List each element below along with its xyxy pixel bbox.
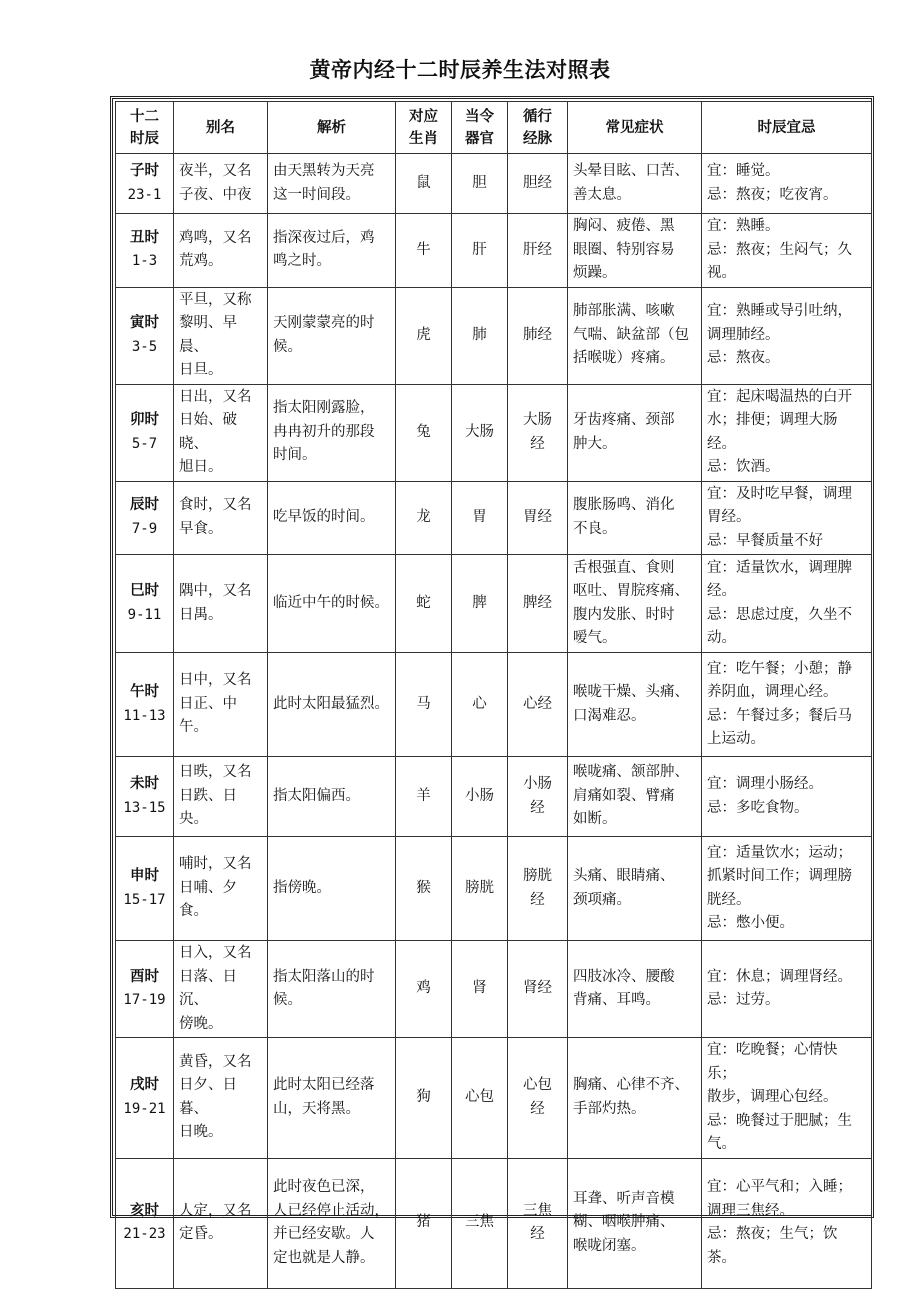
alias-cell [174, 837, 268, 941]
advice-cell [702, 837, 872, 941]
alias-cell-line: 黄昏，又名 [179, 1053, 252, 1070]
header-text: 时辰 [130, 130, 159, 147]
explanation-cell-line: 候。 [273, 992, 302, 1008]
advice-cell-line: 忌：早餐质量不好 [707, 532, 823, 549]
table-row [116, 287, 872, 384]
alias-cell-line: 鸡鸣，又名 [179, 229, 252, 246]
time-name: 辰时 [130, 497, 159, 514]
advice-cell-line: 忌：熬夜；吃夜宵。 [707, 186, 838, 203]
zodiac-cell: 蛇 [396, 555, 452, 653]
symptoms-cell-line: 腹内发胀、时时 [573, 606, 675, 623]
organ-cell: 膀胱 [452, 837, 508, 941]
table-row [116, 154, 872, 214]
advice-cell-line: 胃经。 [707, 509, 751, 525]
header-text: 循行 [523, 108, 552, 125]
header-explanation [268, 102, 396, 154]
meridian-cell-line: 胃经 [523, 509, 552, 525]
advice-cell-line: 水；排便；调理大肠经。 [707, 412, 838, 452]
time-name: 亥时 [130, 1202, 159, 1219]
table-row [116, 757, 872, 837]
meridian-cell-line: 小肠 [523, 776, 552, 792]
explanation-cell [268, 941, 396, 1038]
explanation-cell-line: 吃早饭的时间。 [273, 509, 375, 525]
zodiac-cell: 鸡 [396, 941, 452, 1038]
table-row [116, 941, 872, 1038]
time-name: 卯时 [130, 412, 159, 428]
header-text: 器官 [465, 130, 494, 147]
meridian-cell [508, 1038, 568, 1159]
symptoms-cell-line: 括喉咙）疼痛。 [573, 350, 675, 367]
header-alias [174, 102, 268, 154]
time-cell [116, 941, 174, 1038]
header-text: 生肖 [409, 130, 438, 147]
symptoms-cell-line: 气喘、缺盆部（包 [573, 326, 689, 343]
explanation-cell-line: 鸣之时。 [273, 253, 331, 270]
explanation-cell [268, 653, 396, 757]
alias-cell-line: 日中，又名 [179, 672, 252, 689]
organ-cell: 三焦 [452, 1158, 508, 1288]
symptoms-cell [568, 837, 702, 941]
symptoms-cell [568, 214, 702, 288]
explanation-cell-line: 天刚蒙蒙亮的时 [273, 315, 375, 331]
time-range: 7-9 [131, 520, 158, 537]
symptoms-cell [568, 287, 702, 384]
advice-cell-line: 宜：适量饮水；运动； [707, 844, 852, 861]
alias-cell [174, 757, 268, 837]
symptoms-cell-line: 背痛、耳鸣。 [573, 992, 660, 1008]
page-title: 黄帝内经十二时辰养生法对照表 [309, 58, 611, 82]
advice-cell [702, 1158, 872, 1288]
symptoms-cell-line: 四肢冰冷、腰酸 [573, 968, 675, 985]
alias-cell-line: 日旦。 [179, 362, 223, 378]
explanation-cell-line: 指太阳落山的时 [273, 968, 375, 985]
header-text: 当令 [465, 108, 494, 125]
advice-cell-line: 宜：起床喝温热的白开 [707, 388, 852, 405]
meridian-cell-line: 肾经 [523, 980, 552, 997]
advice-cell-line: 调理三焦经。 [707, 1202, 794, 1219]
symptoms-cell-line: 牙齿疼痛、颈部 [573, 412, 675, 428]
time-name: 丑时 [130, 229, 159, 246]
organ-cell: 肝 [452, 214, 508, 288]
meridian-cell-line: 脾经 [523, 594, 552, 611]
explanation-cell [268, 1158, 396, 1288]
symptoms-cell-line: 眼圈、特别容易 [573, 241, 675, 258]
alias-cell-line: 日跌、日央。 [179, 787, 237, 828]
alias-cell-line: 隅中，又名 [179, 583, 252, 599]
time-cell [116, 555, 174, 653]
explanation-cell-line: 并已经安歇。人 [273, 1226, 375, 1242]
alias-cell-line: 日入，又名 [179, 945, 252, 961]
time-range: 3-5 [131, 338, 158, 355]
explanation-cell [268, 837, 396, 941]
meridian-cell-line: 三焦 [523, 1202, 552, 1219]
explanation-cell [268, 757, 396, 837]
explanation-cell-line: 定也就是人静。 [273, 1249, 375, 1266]
explanation-cell-line: 此时太阳已经落 [273, 1077, 375, 1094]
symptoms-cell [568, 555, 702, 653]
header-text: 对应 [409, 108, 438, 125]
symptoms-cell-line: 喉咙痛、颔部肿、 [573, 764, 689, 781]
zodiac-cell: 龙 [396, 481, 452, 555]
alias-cell [174, 1038, 268, 1159]
time-cell [116, 287, 174, 384]
advice-cell-line: 气。 [707, 1136, 736, 1152]
time-range: 13-15 [123, 799, 166, 816]
symptoms-cell-line: 不良。 [573, 520, 617, 537]
advice-cell-line: 宜：休息；调理肾经。 [707, 968, 852, 985]
table-row [116, 837, 872, 941]
table-row [116, 384, 872, 481]
meridian-cell [508, 941, 568, 1038]
advice-cell-line: 忌：憋小便。 [707, 915, 794, 931]
header-text: 时辰宜忌 [757, 119, 816, 136]
organ-cell: 肺 [452, 287, 508, 384]
time-range: 5-7 [131, 435, 158, 452]
alias-cell [174, 154, 268, 214]
advice-cell-line: 宜：熟睡或导引吐纳， [707, 303, 852, 320]
time-range: 19-21 [123, 1100, 166, 1117]
time-range: 17-19 [123, 992, 166, 1008]
advice-cell-line: 宜：熟睡。 [707, 218, 780, 234]
symptoms-cell-line: 头痛、眼睛痛、 [573, 868, 675, 884]
explanation-cell [268, 481, 396, 555]
alias-cell-line: 日正、中午。 [179, 695, 237, 736]
time-name: 戌时 [130, 1077, 159, 1094]
header-row [116, 102, 872, 154]
advice-cell-line: 忌：熬夜；生气；饮茶。 [707, 1226, 838, 1266]
time-cell [116, 653, 174, 757]
explanation-cell-line: 指深夜过后，鸡 [273, 229, 375, 246]
advice-cell-line: 经。 [707, 583, 736, 599]
symptoms-cell-line: 如断。 [573, 811, 617, 828]
alias-cell [174, 481, 268, 555]
alias-cell-line: 傍晚。 [179, 1015, 223, 1032]
meridian-cell-line: 肺经 [523, 326, 552, 343]
meridian-cell-line: 大肠 [523, 412, 552, 428]
advice-cell-line: 宜：适量饮水，调理脾 [707, 559, 852, 576]
zodiac-cell: 马 [396, 653, 452, 757]
symptoms-cell [568, 481, 702, 555]
meridian-cell-line: 胆经 [523, 174, 552, 191]
advice-cell-line: 养阴血，调理心经。 [707, 684, 838, 700]
alias-cell-line: 日晚。 [179, 1124, 223, 1141]
meridian-cell [508, 1158, 568, 1288]
symptoms-cell-line: 呕吐、胃脘疼痛、 [573, 583, 689, 599]
time-cell [116, 384, 174, 481]
symptoms-cell [568, 1158, 702, 1288]
explanation-cell-line: 时间。 [273, 447, 317, 464]
header-text: 别名 [206, 119, 235, 136]
time-name: 午时 [130, 684, 159, 700]
time-range: 21-23 [123, 1226, 166, 1242]
time-cell [116, 154, 174, 214]
alias-cell-line: 平旦，又称 [179, 291, 252, 308]
explanation-cell-line: 候。 [273, 338, 302, 355]
explanation-cell [268, 384, 396, 481]
alias-cell [174, 1158, 268, 1288]
symptoms-cell-line: 喉咙闭塞。 [573, 1237, 646, 1254]
header-text: 常见症状 [605, 119, 664, 136]
advice-cell [702, 757, 872, 837]
meridian-cell-line: 心包 [523, 1077, 552, 1094]
zodiac-cell: 狗 [396, 1038, 452, 1159]
advice-cell [702, 653, 872, 757]
meridian-cell [508, 287, 568, 384]
advice-cell-line: 忌：思虑过度，久坐不 [707, 606, 852, 623]
symptoms-cell-line: 舌根强直、食则 [573, 559, 675, 576]
explanation-cell [268, 1038, 396, 1159]
advice-cell-line: 散步，调理心包经。 [707, 1089, 838, 1105]
time-name: 寅时 [130, 315, 159, 331]
symptoms-cell-line: 颈项痛。 [573, 891, 631, 908]
meridian-cell [508, 757, 568, 837]
symptoms-cell-line: 肿大。 [573, 435, 617, 452]
header-organ [452, 102, 508, 154]
alias-cell-line: 日夕、日暮、 [179, 1077, 237, 1117]
advice-cell-line: 胱经。 [707, 891, 751, 908]
meridian-cell [508, 481, 568, 555]
alias-cell [174, 653, 268, 757]
time-cell [116, 837, 174, 941]
alias-cell [174, 941, 268, 1038]
alias-cell-line: 日昳，又名 [179, 764, 252, 781]
alias-cell-line: 定昏。 [179, 1226, 223, 1242]
explanation-cell-line: 山，天将黑。 [273, 1100, 360, 1117]
time-cell [116, 1038, 174, 1159]
time-name: 酉时 [130, 968, 159, 985]
explanation-cell-line: 这一时间段。 [273, 186, 360, 203]
alias-cell-line: 哺时，又名 [179, 856, 252, 873]
alias-cell-line: 荒鸡。 [179, 253, 223, 270]
explanation-cell-line: 冉冉初升的那段 [273, 423, 375, 440]
organ-cell: 心包 [452, 1038, 508, 1159]
symptoms-cell-line: 耳聋、听声音模 [573, 1190, 675, 1207]
time-range: 1-3 [131, 253, 158, 270]
advice-cell-line: 宜：睡觉。 [707, 163, 780, 179]
advice-cell-line: 宜：吃晚餐；心情快乐； [707, 1042, 838, 1082]
symptoms-cell-line: 手部灼热。 [573, 1100, 646, 1117]
advice-cell-line: 忌：饮酒。 [707, 459, 780, 475]
header-text: 解析 [317, 119, 346, 136]
explanation-cell-line: 指傍晚。 [273, 879, 331, 896]
meridian-cell [508, 837, 568, 941]
alias-cell [174, 287, 268, 384]
schedule-table [115, 101, 872, 1289]
table-row [116, 653, 872, 757]
advice-cell-line: 抓紧时间工作；调理膀 [707, 868, 852, 884]
advice-cell-line: 忌：晚餐过于肥腻；生 [707, 1112, 852, 1129]
advice-cell [702, 384, 872, 481]
time-range: 11-13 [123, 707, 166, 724]
advice-cell-line: 视。 [707, 265, 736, 281]
header-text: 经脉 [523, 130, 552, 147]
advice-cell-line: 上运动。 [707, 731, 765, 747]
meridian-cell [508, 154, 568, 214]
symptoms-cell [568, 384, 702, 481]
advice-cell-line: 忌：午餐过多；餐后马 [707, 707, 852, 724]
symptoms-cell-line: 烦躁。 [573, 265, 617, 281]
header-text: 十二 [130, 108, 159, 125]
header-zodiac [396, 102, 452, 154]
advice-cell [702, 287, 872, 384]
organ-cell: 肾 [452, 941, 508, 1038]
alias-cell-line: 日禺。 [179, 606, 223, 623]
table-row [116, 214, 872, 288]
advice-cell [702, 555, 872, 653]
alias-cell-line: 日始、破晓、 [179, 412, 237, 452]
alias-cell-line: 子夜、中夜 [179, 186, 252, 203]
meridian-cell-line: 心经 [523, 695, 552, 712]
explanation-cell [268, 214, 396, 288]
time-range: 15-17 [123, 891, 166, 908]
organ-cell: 胆 [452, 154, 508, 214]
advice-cell-line: 忌：多吃食物。 [707, 799, 809, 816]
symptoms-cell-line: 善太息。 [573, 186, 631, 203]
advice-cell-line: 忌：熬夜。 [707, 350, 780, 367]
zodiac-cell: 羊 [396, 757, 452, 837]
zodiac-cell: 鼠 [396, 154, 452, 214]
symptoms-cell-line: 喉咙干燥、头痛、 [573, 684, 689, 700]
meridian-cell [508, 653, 568, 757]
time-name: 申时 [130, 868, 159, 884]
table-row [116, 481, 872, 555]
advice-cell-line: 宜：调理小肠经。 [707, 776, 823, 792]
alias-cell-line: 夜半，又名 [179, 163, 252, 179]
organ-cell: 大肠 [452, 384, 508, 481]
time-cell [116, 757, 174, 837]
advice-cell [702, 214, 872, 288]
meridian-cell [508, 555, 568, 653]
zodiac-cell: 牛 [396, 214, 452, 288]
time-cell [116, 1158, 174, 1288]
organ-cell: 心 [452, 653, 508, 757]
organ-cell: 脾 [452, 555, 508, 653]
symptoms-cell-line: 胸痛、心律不齐、 [573, 1077, 689, 1094]
alias-cell-line: 人定，又名 [179, 1202, 252, 1219]
advice-cell-line: 宜：心平气和；入睡； [707, 1179, 852, 1195]
symptoms-cell-line: 肩痛如裂、臂痛 [573, 787, 675, 804]
time-cell [116, 214, 174, 288]
organ-cell: 胃 [452, 481, 508, 555]
zodiac-cell: 猴 [396, 837, 452, 941]
meridian-cell-line: 经 [530, 1100, 545, 1117]
meridian-cell-line: 经 [530, 1226, 545, 1242]
symptoms-cell [568, 1038, 702, 1159]
alias-cell-line: 早食。 [179, 520, 223, 537]
alias-cell-line: 黎明、早晨、 [179, 315, 237, 355]
zodiac-cell: 兔 [396, 384, 452, 481]
explanation-cell [268, 154, 396, 214]
advice-cell-line: 调理肺经。 [707, 326, 780, 343]
explanation-cell-line: 指太阳偏西。 [273, 787, 360, 804]
alias-cell-line: 日落、日沉、 [179, 968, 237, 1008]
zodiac-cell: 虎 [396, 287, 452, 384]
symptoms-cell-line: 糊、咽喉肿痛、 [573, 1214, 675, 1231]
table-row [116, 1038, 872, 1159]
symptoms-cell-line: 口渴难忍。 [573, 707, 646, 724]
alias-cell-line: 日出，又名 [179, 388, 252, 405]
zodiac-cell: 猪 [396, 1158, 452, 1288]
symptoms-cell-line: 嗳气。 [573, 630, 617, 646]
advice-cell [702, 1038, 872, 1159]
header-symptoms [568, 102, 702, 154]
symptoms-cell [568, 941, 702, 1038]
explanation-cell-line: 此时夜色已深， [273, 1179, 375, 1195]
alias-cell-line: 食时，又名 [179, 497, 252, 514]
alias-cell [174, 555, 268, 653]
advice-cell [702, 941, 872, 1038]
advice-cell [702, 154, 872, 214]
time-range: 9-11 [127, 606, 162, 623]
time-cell [116, 481, 174, 555]
explanation-cell-line: 此时太阳最猛烈。 [273, 695, 389, 712]
explanation-cell [268, 287, 396, 384]
explanation-cell-line: 由天黑转为天亮 [273, 163, 375, 179]
advice-cell [702, 481, 872, 555]
symptoms-cell [568, 154, 702, 214]
header-advice [702, 102, 872, 154]
table-frame [110, 96, 874, 1266]
time-range: 23-1 [127, 186, 162, 203]
header-meridian [508, 102, 568, 154]
symptoms-cell-line: 肺部胀满、咳嗽 [573, 303, 675, 320]
table-body [116, 154, 872, 1289]
advice-cell-line: 宜：及时吃早餐，调理 [707, 485, 852, 502]
explanation-cell-line: 人已经停止活动， [273, 1202, 389, 1219]
meridian-cell-line: 膀胱 [523, 868, 552, 884]
symptoms-cell [568, 653, 702, 757]
meridian-cell [508, 384, 568, 481]
symptoms-cell-line: 腹胀肠鸣、消化 [573, 497, 675, 514]
advice-cell-line: 宜：吃午餐；小憩；静 [707, 660, 852, 677]
alias-cell-line: 旭日。 [179, 459, 223, 475]
table-row [116, 555, 872, 653]
organ-cell: 小肠 [452, 757, 508, 837]
advice-cell-line: 动。 [707, 630, 736, 646]
alias-cell [174, 214, 268, 288]
meridian-cell [508, 214, 568, 288]
meridian-cell-line: 肝经 [523, 241, 552, 258]
symptoms-cell [568, 757, 702, 837]
explanation-cell-line: 临近中午的时候。 [273, 594, 389, 611]
meridian-cell-line: 经 [530, 435, 545, 452]
time-name: 子时 [130, 163, 159, 179]
explanation-cell [268, 555, 396, 653]
meridian-cell-line: 经 [530, 891, 545, 908]
alias-cell [174, 384, 268, 481]
time-name: 巳时 [130, 583, 159, 599]
symptoms-cell-line: 头晕目眩、口苦、 [573, 163, 689, 179]
advice-cell-line: 忌：熬夜；生闷气；久 [707, 241, 852, 258]
alias-cell-line: 日哺、夕食。 [179, 879, 237, 920]
meridian-cell-line: 经 [530, 799, 545, 816]
time-name: 未时 [130, 776, 159, 792]
table-row [116, 1158, 872, 1288]
explanation-cell-line: 指太阳刚露脸， [273, 400, 375, 417]
symptoms-cell-line: 胸闷、疲倦、黑 [573, 218, 675, 234]
header-time [116, 102, 174, 154]
advice-cell-line: 忌：过劳。 [707, 992, 780, 1008]
